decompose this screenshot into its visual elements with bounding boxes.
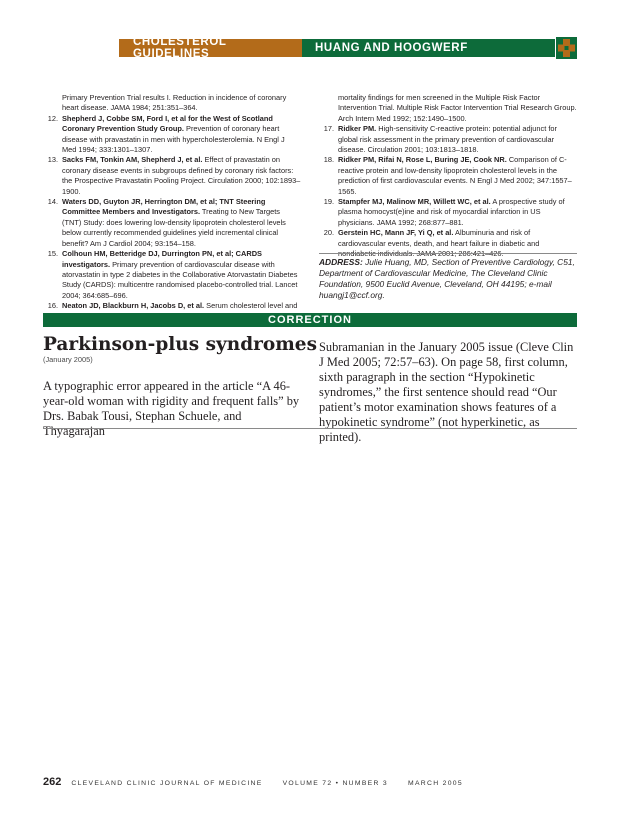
reference-item: 13. Sacks FM, Tonkin AM, Shepherd J, et al. Effect of pravastatin on coronary disease events in subgroups defined by coronary risk factors: the Prospective Pravastatin Pooling Project. Circulation 2000; 102:1893–1900. — [47, 155, 301, 196]
reference-item: mortality findings for men screened in the Multiple Risk Factor Intervention Trial. Multiple Risk Factor Intervention Trial Research Group. Arch Intern Med 1992; 152:1490–1500. — [338, 93, 577, 123]
correction-band: CORRECTION — [43, 313, 577, 327]
correction-divider — [43, 428, 577, 429]
correction-text-column-2: Subramanian in the January 2005 issue (Cleve Clin J Med 2005; 72:57–63). On page 58, first column, sixth paragraph in the section “Hypokinetic syndromes,” the first sentence should read “Our patient’s motor examination shows features of a hypokinetic syndrome” (not hyperkinetic, as printed). — [319, 340, 574, 444]
page-footer — [43, 776, 463, 788]
author-address: ADDRESS: Julie Huang, MD, Section of Preventive Cardiology, C51, Department of Cardiovascular Medicine, The Cleveland Clinic Foundation, 9500 Euclid Avenue, Cleveland, OH 44195; e-mail huangj1@ccf.org. — [319, 257, 575, 300]
correction-date: (January 2005) — [43, 355, 93, 364]
reference-item: Primary Prevention Trial results I. Reduction in incidence of coronary heart disease. JAMA 1984; 251:351–364. — [62, 93, 287, 113]
reference-item: 18. Ridker PM, Rifai N, Rose L, Buring JE, Cook NR. Comparison of C-reactive protein and low-density lipoprotein cholesterol levels in the prediction of first cardiovascular events. N Engl J Med 2002; 347:1557–1565. — [323, 155, 572, 196]
volume-number: VOLUME 72 • NUMBER 3 — [282, 780, 388, 787]
reference-item: 19. Stampfer MJ, Malinow MR, Willett WC, et al. A prospective study of plasma homocyst(e)ine and risk of myocardial infarction in US physicians. JAMA 1992; 268:877–881. — [323, 197, 565, 227]
journal-name: CLEVELAND CLINIC JOURNAL OF MEDICINE — [71, 780, 263, 787]
issue-date: MARCH 2005 — [408, 780, 463, 787]
cross-icon — [556, 37, 577, 59]
running-header-left — [119, 36, 302, 60]
authors-title: HUANG AND HOOGWERF — [315, 42, 468, 54]
correction-title: Parkinson-plus syndromes — [43, 334, 317, 355]
address-divider — [319, 253, 577, 254]
correction-text-column-1: A typographic error appeared in the article “A 46-year-old woman with rigidity and frequent falls” by Drs. Babak Tousi, Stephan Schuele, and Thyagarajan — [43, 379, 300, 438]
running-header-right — [302, 39, 555, 57]
reference-list-column-2 — [319, 93, 577, 260]
reference-list-column-1 — [43, 93, 301, 312]
section-title: CHOLESTEROL GUIDELINES — [133, 36, 227, 60]
reference-item: 16. Neaton JD, Blackburn H, Jacobs D, et al. Serum cholesterol level and — [47, 301, 298, 311]
page-number: 262 — [43, 776, 62, 788]
reference-item: 15. Colhoun HM, Betteridge DJ, Durrington PN, et al; CARDS investigators. Primary prevention of cardiovascular disease with atorvastatin in type 2 diabetes in the Collaborative Atorvastatin Diabetes Study (CARDS): multicentre randomised placebo-controlled trial. Lancet 2004; 364:685–696. — [47, 249, 298, 300]
reference-item: 12. Shepherd J, Cobbe SM, Ford I, et al for the West of Scotland Coronary Prevention Study Group. Prevention of coronary heart disease with pravastatin in men with hypercholesterolemia. N Engl J Med 1994; 333:1301–1307. — [47, 113, 285, 155]
reference-item: 14. Waters DD, Guyton JR, Herrington DM, et al; TNT Steering Committee Members and Investigators. Treating to New Targets (TNT) Study: does lowering low-density lipoprotein cholesterol levels below currently recommended guidelines yield incremental clinical benefit? Am J Cardiol 2004; 93:154–158. — [47, 197, 286, 248]
reference-item: 20. Gerstein HC, Mann JF, Yi Q, et al. Albuminuria and risk of cardiovascular events, death, and heart failure in diabetic and nondiabetic individuals. JAMA 2001; 286:421–426. — [323, 228, 540, 259]
reference-item: 17. Ridker PM. High-sensitivity C-reactive protein: potential adjunct for global risk assessment in the primary prevention of cardiovascular disease. Circulation 2001; 103:1813–1818. — [323, 124, 557, 155]
